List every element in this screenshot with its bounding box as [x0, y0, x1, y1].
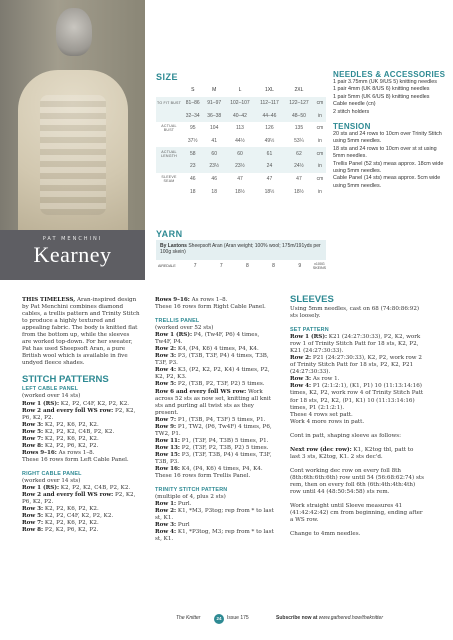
- row-label: Rows 9–16:: [22, 449, 57, 456]
- size-row: [156, 122, 326, 135]
- spacer: [290, 461, 425, 468]
- intro-lead: THIS TIMELESS,: [22, 297, 76, 303]
- size-row: [156, 97, 326, 110]
- stitch-patterns-heading: STITCH PATTERNS: [22, 374, 109, 386]
- row-text: P2, (T3B, P2, T3F, P2) 5 times.: [176, 381, 265, 388]
- unit-cell: [314, 84, 326, 97]
- column-2: [155, 297, 275, 543]
- pattern-row: [22, 506, 140, 513]
- row-text: Purl: [176, 522, 190, 529]
- size-cell: 23½: [225, 160, 255, 173]
- size-header-cell: M: [212, 87, 217, 94]
- shaping-para: [290, 447, 425, 461]
- subscribe-text: [276, 615, 383, 621]
- size-row-label: TO FIT BUST: [156, 97, 182, 110]
- yarn-unit: x100G SKEINS: [312, 262, 326, 270]
- shaping-para: Work straight until Sleeve measures 41 (41:42:42:42) cm from beginning, ending after a WS row.: [290, 503, 423, 524]
- trellis-outro: These 16 rows form Trellis Panel.: [155, 473, 251, 480]
- row-text: Purl.: [176, 501, 192, 508]
- row-text: These 4 rows set patt.: [290, 411, 353, 418]
- trellis-rows: [155, 332, 275, 473]
- pattern-row: [22, 408, 140, 422]
- size-row-label: [156, 186, 182, 199]
- spacer: [290, 440, 425, 447]
- row-label: Row 1 (RS):: [22, 484, 60, 491]
- pattern-row: [155, 381, 275, 388]
- size-cell: 23: [182, 160, 203, 173]
- subscribe-url[interactable]: www.gathered.how/theknitter: [318, 615, 383, 621]
- pattern-row: [155, 389, 275, 417]
- yarn-qty: 8: [246, 263, 249, 269]
- sweater-cable-texture: [40, 95, 106, 215]
- row-text: K2, P2, K2, C4B, P2, K2.: [59, 484, 131, 491]
- row-text: K2, P2, K6, P2, K2.: [43, 421, 99, 428]
- sleeves-heading: SLEEVES: [290, 294, 334, 305]
- size-header-cell: 1XL: [265, 87, 274, 94]
- size-unit: cm: [314, 147, 326, 160]
- pattern-row: [290, 355, 425, 376]
- size-cell: 18½: [235, 188, 245, 195]
- shaping-text: [290, 426, 425, 539]
- pattern-row: [290, 383, 425, 411]
- size-cell: 40–42: [225, 109, 255, 122]
- row-label: Row 7:: [22, 520, 44, 527]
- spacer: [290, 426, 425, 433]
- row-label: Row 7:: [22, 435, 44, 442]
- row-text: K4, (P4, K6) 4 times, P4, K4.: [180, 466, 263, 473]
- size-row: [156, 135, 326, 148]
- row-text: As rows 1–8.: [189, 297, 228, 303]
- row-text: P4, (Tw4F, P6) 4 times, Tw4F, P4.: [155, 332, 260, 346]
- row-label: Row 2 and every foll WS row:: [22, 492, 114, 499]
- row-label: Row 8:: [22, 527, 44, 534]
- size-cell: 37½: [187, 138, 198, 145]
- row-label: Row 9:: [155, 423, 177, 430]
- size-cell: 41: [211, 138, 217, 145]
- pattern-row: [22, 401, 140, 408]
- row-text: K4, (P4, K6) 4 times, P4, K4.: [176, 346, 259, 353]
- row-text: P1, TW2, (P6, Tw4F) 4 times, P6, TW2, P1.: [155, 423, 272, 437]
- left-cable-heading: LEFT CABLE PANEL: [22, 386, 79, 393]
- size-row-label: [156, 135, 182, 148]
- size-unit: cm: [314, 97, 326, 110]
- size-row-label: [156, 160, 182, 173]
- needle-item: 1 pair 5mm (UK 6/US 8) knitting needles: [333, 93, 430, 100]
- size-cell: 95: [189, 125, 196, 132]
- size-cell: 62: [284, 147, 314, 160]
- size-cell: 32–34: [182, 109, 203, 122]
- row-label: Row 5:: [155, 381, 177, 388]
- right-cable-heading: RIGHT CABLE PANEL: [22, 470, 82, 477]
- pattern-row: [22, 492, 140, 506]
- row-label: Row 5:: [22, 513, 44, 520]
- trellis-intro: (worked over 52 sts): [155, 325, 214, 332]
- pattern-row: [155, 452, 275, 466]
- pattern-row: [22, 422, 140, 429]
- row-label: Next row (dec row):: [290, 446, 352, 453]
- set-pattern-rows: [290, 334, 425, 426]
- pattern-row: [22, 513, 140, 520]
- pattern-row: [155, 424, 275, 438]
- shaping-para: Cont in patt, shaping sleeve as follows:: [290, 432, 401, 439]
- row-text: P21 (24:27:30:33), K2, P2, work row 2 of Trinity Stitch Patt for 18 sts, P2, K2, P21 (24:27:30:33).: [290, 355, 422, 376]
- row-label: Row 3:: [290, 376, 312, 383]
- row-label: Row 2:: [155, 508, 177, 515]
- pattern-row: [155, 417, 275, 424]
- tension-line: 20 sts and 24 rows to 10cm over Trinity Stitch using 5mm needles.: [333, 131, 442, 145]
- row-text: P1, (T3B, P4, T3F) 5 times, P1.: [176, 416, 266, 423]
- row-text: P2, K2, P6, K2, P2.: [22, 492, 136, 506]
- row-text: K1, *M3, P3tog; rep from * to last st, K1.: [155, 508, 274, 522]
- row-label: Row 4:: [155, 529, 177, 536]
- size-header-cell: L: [238, 87, 242, 94]
- size-cell: 23½: [203, 160, 224, 173]
- pattern-row: [155, 529, 275, 543]
- row-text: K2, P2, K6, P2, K2.: [43, 520, 99, 527]
- size-header-cell: 2XL: [294, 87, 304, 94]
- size-row: [156, 173, 326, 186]
- left-cable-rows: [22, 401, 140, 457]
- size-cell: 126: [265, 125, 274, 132]
- issue-number: Issue 175: [227, 615, 249, 621]
- row-label: Row 16:: [155, 466, 180, 473]
- size-cell: 113: [235, 125, 244, 132]
- left-cable-outro: These 16 rows form Left Cable Panel.: [22, 456, 129, 463]
- needle-item: 1 pair 4mm (UK 8/US 6) knitting needles: [333, 86, 430, 93]
- row-label: Row 3:: [22, 506, 44, 513]
- row-text: P2, K2, P6, K2, P2.: [22, 407, 136, 421]
- row-label: Row 11:: [155, 437, 180, 444]
- tension-line: 18 sts and 24 rows to 10cm over st st using 5mm needles.: [333, 145, 437, 160]
- right-cable-intro: (worked over 14 sts): [22, 477, 81, 484]
- row-label: Row 1 (RS):: [155, 332, 193, 339]
- row-label: Row 1 (RS):: [22, 400, 60, 407]
- size-cell: 24: [255, 160, 284, 173]
- size-cell: 81–86: [182, 97, 203, 110]
- needle-item: 2 stitch holders: [333, 108, 370, 115]
- size-cell: 44–46: [255, 109, 284, 122]
- pattern-row: [155, 332, 275, 346]
- size-cell: 102–107: [225, 97, 255, 110]
- hero-photo: [0, 0, 145, 230]
- size-header-row: [156, 84, 326, 97]
- needles-heading: NEEDLES & ACCESSORIES: [333, 70, 446, 79]
- row-label: Row 1:: [155, 501, 177, 508]
- row-text: P2, (T3F, P2, T3B, P2) 5 times.: [180, 444, 269, 451]
- set-pattern-heading: SET PATTERN: [290, 327, 329, 334]
- pattern-row: [22, 520, 140, 527]
- size-cell: 47: [296, 176, 302, 183]
- size-cell: 46: [189, 176, 196, 183]
- sleeves-intro: Using 5mm needles, cast on 68 (74:80:86:92) sts loosely.: [290, 306, 420, 320]
- tension-line: Trellis Panel (52 sts) meas approx. 18cm wide using 5mm needles.: [333, 160, 444, 175]
- row-text: K2, P2, C4F, K2, P2, K2.: [43, 513, 114, 520]
- size-cell: 60: [203, 147, 224, 160]
- size-cell: 44½: [235, 138, 245, 145]
- needle-item: 1 pair 3.75mm (UK 9/US 5) knitting needles: [333, 79, 437, 85]
- row-label: Row 2:: [155, 346, 177, 353]
- pattern-row: [155, 522, 275, 529]
- tension-line: Cable Panel (14 sts) meas approx. 5cm wide using 5mm needles.: [333, 175, 441, 189]
- row-text: As row 1.: [311, 376, 340, 383]
- spacer: [290, 524, 425, 531]
- yarn-description: [156, 240, 326, 260]
- size-row-label: [156, 109, 182, 122]
- size-cell: 18½: [264, 188, 275, 195]
- size-cell: 46: [211, 176, 217, 183]
- size-row-label: ACTUAL BUST: [161, 124, 177, 133]
- needle-item: Cable needle (cn): [333, 101, 376, 108]
- size-cell: 24½: [284, 160, 314, 173]
- row-label: Row 2 and every foll WS row:: [22, 407, 114, 414]
- model-head: [56, 8, 92, 56]
- size-table: [156, 84, 326, 198]
- size-unit: in: [314, 109, 326, 122]
- trellis-heading: TRELLIS PANEL: [155, 318, 200, 325]
- pattern-row: [155, 466, 275, 473]
- row-label: Row 8:: [22, 442, 44, 449]
- tension-heading: TENSION: [333, 122, 371, 132]
- page-footer: [0, 614, 453, 626]
- row-label: Row 13:: [155, 444, 180, 451]
- trinity-heading: TRINITY STITCH PATTERN: [155, 487, 228, 494]
- size-unit: cm: [316, 176, 324, 183]
- size-unit: in: [318, 188, 322, 195]
- size-cell: 49½: [264, 138, 275, 145]
- size-cell: 91–97: [203, 97, 224, 110]
- size-cell: 61: [255, 147, 284, 160]
- pattern-row: [155, 438, 275, 445]
- row-label: Row 15:: [155, 451, 180, 458]
- row-label: Rows 9–16:: [155, 297, 190, 303]
- column-1: [22, 297, 140, 534]
- yarn-heading: YARN: [156, 229, 183, 239]
- intro-text: Aran-inspired design by Pat Menchini combines diamond cables, a trellis pattern and Trinity Stitch to produce a highly textured and appealing fabric. The body is knitted flat from the bottom up, while the sleeves are worked top-down. For her sweater, Pat has used Sheepsoft Aran, a pure British wool which is available in five undyed fleece shades.: [22, 297, 140, 367]
- row-label: Row 3:: [155, 353, 177, 360]
- size-row-label: ACTUAL LENGTH: [156, 147, 182, 160]
- size-cell: 18: [189, 188, 196, 195]
- right-cable-outro: These 16 rows form Right Cable Panel.: [155, 304, 266, 311]
- pattern-row: [22, 527, 140, 534]
- size-row-label: SLEEVE SEAM: [161, 174, 177, 184]
- yarn-color: AIREDALE: [158, 264, 176, 268]
- size-cell: 60: [225, 147, 255, 160]
- size-cell: 36–38: [203, 109, 224, 122]
- pattern-row: [155, 445, 275, 452]
- yarn-brand: By Laxtons: [160, 243, 187, 249]
- row-text: P1, (T3F, P4, T3B) 5 times, P1.: [180, 437, 269, 444]
- size-label-cell: [156, 84, 182, 97]
- pattern-row: [22, 485, 140, 492]
- pattern-row: [155, 508, 275, 522]
- needles-list: [333, 79, 449, 116]
- row-text: K2, P2, K6, P2, K2.: [43, 506, 99, 513]
- yarn-row: [156, 260, 326, 272]
- title-band: [0, 230, 145, 280]
- size-row: [156, 147, 326, 160]
- size-cell: 58: [182, 147, 203, 160]
- row-text: K21 (24:27:30:33), P2, K2, work row 1 of Trinity Stitch Patt for 18 sts, K2, P2, K21 (24:27:30:33).: [290, 334, 421, 355]
- row-text: Work across 52 sts as now set, knitting all knit sts and purling all twist sts as they present.: [155, 388, 271, 416]
- size-cell: 122–127: [284, 97, 314, 110]
- yarn-desc: Sheepsoft Aran (Aran weight; 100% wool; 175m/191yds per 100g skein): [160, 243, 321, 255]
- row-text: K2, P2, C4F, K2, P2, K2.: [59, 400, 130, 407]
- pattern-row: [155, 367, 275, 381]
- tension-text: [333, 131, 449, 190]
- row-label: Row 3:: [22, 421, 44, 428]
- row-line: [155, 297, 275, 304]
- row-label: Row 1 (RS):: [290, 334, 328, 341]
- size-unit: in: [314, 160, 326, 173]
- pattern-row: [155, 353, 275, 367]
- row-label: Row 3:: [155, 522, 177, 529]
- row-label: Row 2:: [290, 355, 312, 362]
- spacer: [290, 496, 425, 503]
- column-3: [290, 294, 425, 538]
- pattern-row: [290, 334, 425, 355]
- row-label: Row 4:: [290, 383, 312, 390]
- size-unit: cm: [316, 125, 324, 132]
- size-row: [156, 160, 326, 173]
- size-cell: 135: [294, 125, 304, 132]
- size-row: [156, 186, 326, 199]
- magazine-name: The Knitter: [176, 615, 201, 621]
- pattern-row: [290, 412, 425, 419]
- size-cell: 53¼: [294, 138, 304, 145]
- row-text: K2, P2, P6, K2, P2.: [43, 442, 99, 449]
- row-label: Row 5:: [22, 428, 44, 435]
- size-unit: in: [318, 138, 322, 145]
- size-cell: 18: [211, 188, 217, 195]
- row-text: K1, *P3tog, M3; rep from * to last st, K1.: [155, 529, 274, 543]
- row-text: P2, K2, P6, K2, P2.: [43, 527, 99, 534]
- right-cable-rows: [22, 485, 140, 534]
- row-text: K1, K2tog tbl, patt to last 3 sts, K2tog, K1. 2 sts dec'd.: [290, 446, 414, 460]
- size-cell: 104: [210, 125, 219, 132]
- yarn-qty: 7: [193, 263, 197, 269]
- size-cell: 47: [237, 176, 243, 183]
- yarn-qty: 8: [272, 263, 275, 269]
- shaping-para: Change to 4mm needles.: [290, 531, 361, 538]
- yarn-table: [156, 260, 326, 272]
- pattern-row: [155, 501, 275, 508]
- page-number: 24: [214, 614, 224, 624]
- row-text: K2, P2, K6, P2, K2.: [43, 435, 99, 442]
- row-text: As rows 1–8.: [56, 449, 95, 456]
- row-text: P3, (T3B, T3F, P4) 4 times, T3B, T3F, P3.: [155, 353, 269, 367]
- row-label: Row 4:: [155, 367, 177, 374]
- needles-tension-column: [333, 70, 449, 190]
- size-header-cell: S: [191, 87, 195, 94]
- row-text: P3, (T3F, T3B, P4) 4 times, T3F, T3B, P3.: [155, 451, 272, 465]
- subscribe-label: Subscribe now at: [276, 615, 319, 621]
- size-cell: 48–50: [284, 109, 314, 122]
- row-text: K2, P2, K2, C4B, P2, K2.: [43, 428, 115, 435]
- row-text: K3, (P2, K2, P2, K4) 4 times, P2, K2, P2, K3.: [155, 367, 270, 381]
- yarn-qty: 9: [298, 263, 302, 269]
- row-label: Row 6 and every foll WS row:: [155, 388, 247, 395]
- intro-paragraph: [22, 297, 140, 367]
- designer-name: PAT MENCHINI: [42, 236, 103, 242]
- size-row: [156, 109, 326, 122]
- size-cell: 47: [266, 176, 273, 183]
- pattern-row: [290, 419, 425, 426]
- trinity-intro: (multiple of 4, plus 2 sts): [155, 494, 226, 501]
- pattern-row: [22, 450, 140, 457]
- size-cell: 112–117: [255, 97, 284, 110]
- left-cable-intro: (worked over 14 sts): [22, 393, 81, 400]
- pattern-row: [22, 429, 140, 436]
- trinity-rows: [155, 501, 275, 543]
- row-label: Row 7:: [155, 416, 177, 423]
- pattern-row: [22, 436, 140, 443]
- row-text: P1 (2:1:2:1), (K1, P1) 10 (11:13:14:16) times, K2, P2, work row 4 of Trinity Stitch Patt for 18 sts, P2, K2, (P1, K1) 10 (11:13:14:16) times, P1 (2:1:2:1).: [290, 383, 424, 411]
- pattern-row: [22, 443, 140, 450]
- shaping-para: Cont working dec row on every foll 8th (8th:6th:6th:6th) row until 54 (56:68:62:74) sts rem, then on every foll 6th (6th:4th:4th:4th) row until 44 (48:50:54:58) sts rem.: [290, 467, 425, 495]
- yarn-qty: 7: [219, 263, 223, 269]
- pattern-title: Kearney: [33, 242, 112, 267]
- row-text: Work 4 more rows in patt.: [290, 418, 365, 425]
- size-heading: SIZE: [156, 72, 179, 82]
- size-cell: 18½: [294, 188, 304, 195]
